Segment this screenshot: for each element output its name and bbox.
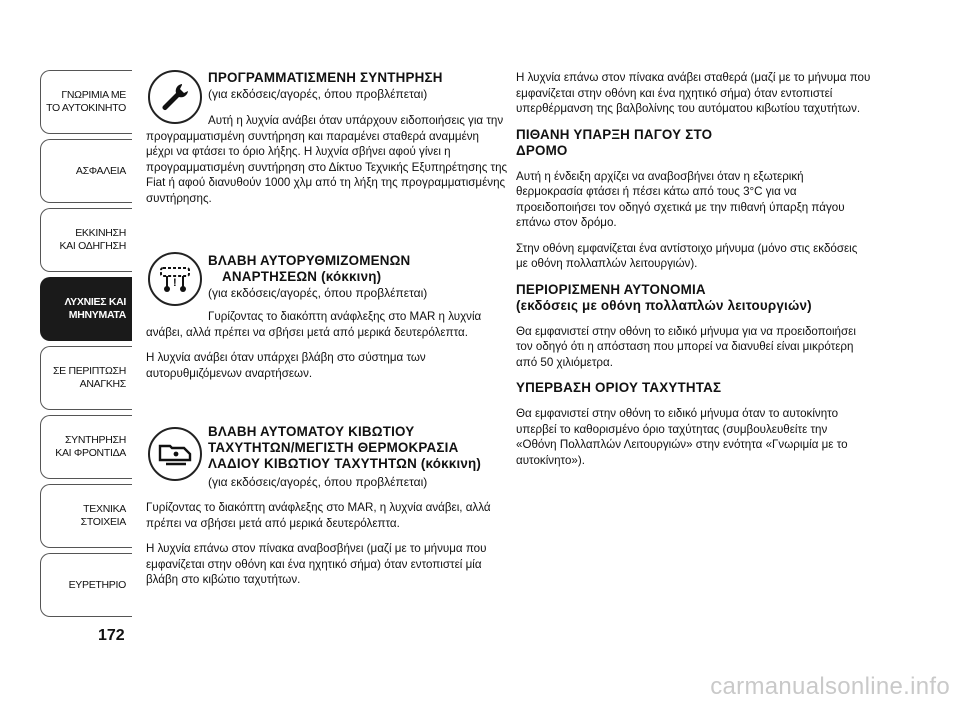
paragraph: Η λυχνία επάνω στον πίνακα ανάβει σταθερά (μαζί με το μήνυμα που εμφανίζεται στην οθόνη και ένα ηχητικό σήμα) όταν εντοπιστεί υπερθέρμανση της βαλβολίνης του αυτόματου κιβωτίου ταχυτήτων. xyxy=(516,71,871,115)
tab-safety[interactable] xyxy=(40,139,132,203)
section-suspension-fault xyxy=(208,253,508,307)
tab-label: ΤΕΧΝΙΚΑ ΣΤΟΙΧΕΙΑ xyxy=(80,503,126,528)
section-title-line1: ΒΛΑΒΗ ΑΥΤΟΡΥΘΜΙΖΟΜΕΝΩΝ xyxy=(208,253,411,268)
tab-label: ΣΥΝΤΗΡΗΣΗ ΚΑΙ ΦΡΟΝΤΙΔΑ xyxy=(55,434,126,459)
tab-starting-driving[interactable] xyxy=(40,208,132,272)
tab-technical-data[interactable] xyxy=(40,484,132,548)
paragraph: Αυτή η ένδειξη αρχίζει να αναβοσβήνει όταν η εξωτερική θερμοκρασία φτάσει ή πέσει κάτω από τους 3°C για να προειδοποιήσει τον οδηγό σχετικά με την πιθανή ύπαρξη πάγου επάνω στον δρόμο. xyxy=(516,169,845,229)
paragraph: Αυτή η λυχνία ανάβει όταν υπάρχουν ειδοποιήσεις για την προγραμματισμένη συντήρηση και παραμένει σταθερά αναμμένη μέχρι να φτάσει το όριο λήξης. Η λυχνία σβήνει αφού γίνει η προγραμματισμένη συντήρηση στο Δίκτυο Τεχνικής Εξυπηρέτησης της Fiat ή αφού διανυθούν 1000 χλμ από τη λήξη της προγραμματισμένης συντήρησης. xyxy=(146,114,508,205)
section-body xyxy=(146,113,508,216)
paragraph: Η λυχνία ανάβει όταν υπάρχει βλάβη στο σύστημα των αυτορυθμιζόμενων αναρτήσεων. xyxy=(146,351,426,380)
section-title-line2: ΤΑΧΥΤΗΤΩΝ/ΜΕΓΙΣΤΗ ΘΕΡΜΟΚΡΑΣΙΑ xyxy=(208,440,459,455)
tab-label: ΛΥΧΝΙΕΣ ΚΑΙ ΜΗΝΥΜΑΤΑ xyxy=(64,296,126,321)
svg-text:!: ! xyxy=(173,277,177,289)
paragraph: Θα εμφανιστεί στην οθόνη το ειδικό μήνυμα για να προειδοποιήσει τον οδηγό ότι η απόσταση που μπορεί να διανυθεί είναι μικρότερη από 50 χιλιόμετρα. xyxy=(516,324,856,369)
section-title: ΠΡΟΓΡΑΜΜΑΤΙΣΜΕΝΗ ΣΥΝΤΗΡΗΣΗ xyxy=(208,70,443,85)
tab-label: ΑΣΦΑΛΕΙΑ xyxy=(75,164,126,177)
page-number: 172 xyxy=(98,627,125,644)
paragraph: Στην οθόνη εμφανίζεται ένα αντίστοιχο μήνυμα (μόνο στις εκδόσεις με οθόνη πολλαπλών λειτουργιών). xyxy=(516,241,858,270)
section-body xyxy=(146,309,508,391)
section-title-line1: ΒΛΑΒΗ ΑΥΤΟΜΑΤΟΥ ΚΙΒΩΤΙΟΥ xyxy=(208,424,415,439)
tab-label: ΕΥΡΕΤΗΡΙΟ xyxy=(68,578,126,591)
section-subtitle: (για εκδόσεις/αγορές, όπου προβλέπεται) xyxy=(208,87,428,101)
section-scheduled-maintenance xyxy=(208,70,508,108)
tab-label: ΣΕ ΠΕΡΙΠΤΩΣΗ ΑΝΑΓΚΗΣ xyxy=(52,365,126,390)
watermark: carmanualsonline.info xyxy=(710,673,950,700)
paragraph: Γυρίζοντας το διακόπτη ανάφλεξης στο MAR, η λυχνία ανάβει, αλλά πρέπει να σβήσει μετά από μερικά δευτερόλεπτα. xyxy=(146,501,491,530)
section-title-line3: ΛΑΔΙΟΥ ΚΙΒΩΤΙΟΥ ΤΑΧΥΤΗΤΩΝ (κόκκινη) xyxy=(208,456,482,471)
section-gearbox-fault xyxy=(208,424,508,472)
heading-range-line2: (εκδόσεις με οθόνη πολλαπλών λειτουργιών) xyxy=(516,297,812,313)
heading-range-line1: ΠΕΡΙΟΡΙΣΜΕΝΗ ΑΥΤΟΝΟΜΙΑ xyxy=(516,281,706,297)
section-subtitle: (για εκδόσεις/αγορές, όπου προβλέπεται) xyxy=(208,286,428,300)
tab-maintenance[interactable] xyxy=(40,415,132,479)
paragraph: Θα εμφανιστεί στην οθόνη το ειδικό μήνυμα όταν το αυτοκίνητο υπερβεί το καθορισμένο όριο ταχύτητας (συμβουλευθείτε την «Οθόνη Πολλαπλών Λειτουργιών» στην ενότητα «Γνωριμία με το αυτοκίνητο»). xyxy=(516,407,848,467)
paragraph: Η λυχνία επάνω στον πίνακα αναβοσβήνει (μαζί με το μήνυμα που εμφανίζεται στην οθόνη και ένα ηχητικό σήμα) όταν εντοπιστεί μία βλάβη στο κιβώτιο ταχυτήτων. xyxy=(146,542,487,586)
tab-index[interactable] xyxy=(40,553,132,617)
tab-label: ΕΚΚΙΝΗΣΗ ΚΑΙ ΟΔΗΓΗΣΗ xyxy=(59,227,126,252)
right-column xyxy=(516,70,871,478)
tab-label: ΓΝΩΡΙΜΙΑ ΜΕ ΤΟ ΑΥΤΟΚΙΝΗΤΟ xyxy=(46,89,126,114)
suspension-fault-icon xyxy=(148,252,202,306)
section-subtitle: (για εκδόσεις/αγορές, όπου προβλέπεται) xyxy=(208,475,428,489)
tab-getting-to-know[interactable] xyxy=(40,70,132,134)
chapter-tabs xyxy=(40,70,132,622)
paragraph: Γυρίζοντας το διακόπτη ανάφλεξης στο MAR η λυχνία ανάβει, αλλά πρέπει να σβήσει μετά από μερικά δευτερόλεπτα. xyxy=(146,310,482,339)
heading-ice-line1: ΠΙΘΑΝΗ ΥΠΑΡΞΗ ΠΑΓΟΥ ΣΤΟ xyxy=(516,126,713,142)
section-title-line2: ΑΝΑΡΤΗΣΕΩΝ (κόκκινη) xyxy=(222,269,382,284)
heading-ice-line2: ΔΡΟΜΟ xyxy=(516,142,568,158)
section-body xyxy=(146,475,508,598)
gearbox-temperature-icon xyxy=(148,427,202,481)
tab-emergency[interactable] xyxy=(40,346,132,410)
heading-speed-limit: ΥΠΕΡΒΑΣΗ ΟΡΙΟΥ ΤΑΧΥΤΗΤΑΣ xyxy=(516,380,722,395)
tab-warning-lights[interactable] xyxy=(40,277,132,341)
